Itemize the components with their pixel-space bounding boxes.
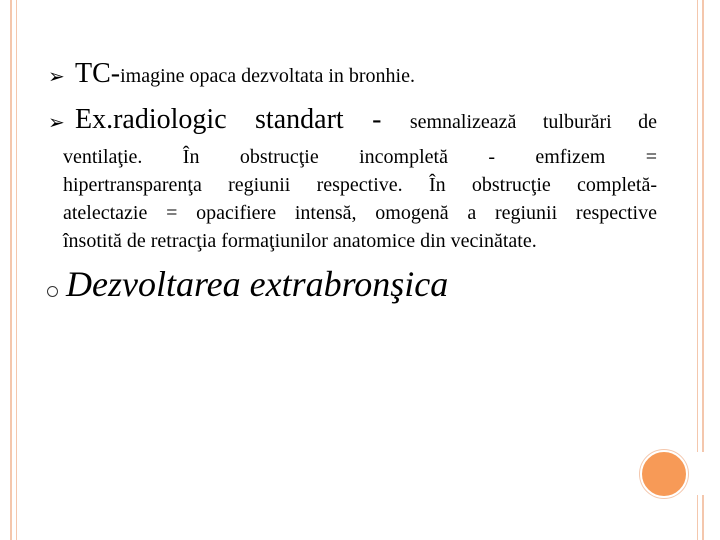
frame-left-outer — [10, 0, 12, 540]
bullet-1-text: imagine opaca dezvoltata in bronhie. — [120, 65, 415, 87]
bullet-2-continuation — [63, 143, 657, 255]
arrow-bullet-icon: ➢ — [48, 64, 65, 88]
bullet-1 — [75, 58, 415, 90]
bullet-2-line: atelectazie = opacifiere intensă, omogenă a regiunii respective — [63, 202, 657, 224]
arrow-bullet-icon: ➢ — [48, 110, 65, 134]
frame-left-inner — [16, 0, 17, 540]
frame-right-inner — [697, 0, 698, 452]
bullet-1-head: TC- — [75, 58, 121, 89]
bullet-2-line: ventilaţie. În obstrucţie incompletă - emfizem = — [63, 146, 657, 168]
bullet-2-line: însotită de retracţia formaţiunilor anatomice din vecinătate. — [63, 230, 537, 252]
bullet-2-line: hipertransparenţa regiunii respective. În obstrucţie completă- — [63, 174, 657, 196]
bullet-2-text: semnalizează tulburări de — [409, 111, 657, 133]
frame-right-lower-inner — [697, 495, 698, 540]
frame-right-outer — [702, 0, 704, 452]
frame-right-lower — [702, 495, 704, 540]
bullet-2-head: Ex.radiologic standart - — [75, 104, 410, 135]
decorative-circle — [640, 450, 688, 498]
circle-bullet-icon — [47, 286, 58, 297]
bullet-2-first-line — [75, 104, 657, 136]
bullet-3 — [66, 263, 448, 305]
bullet-3-text: Dezvoltarea extrabronşica — [66, 264, 449, 304]
